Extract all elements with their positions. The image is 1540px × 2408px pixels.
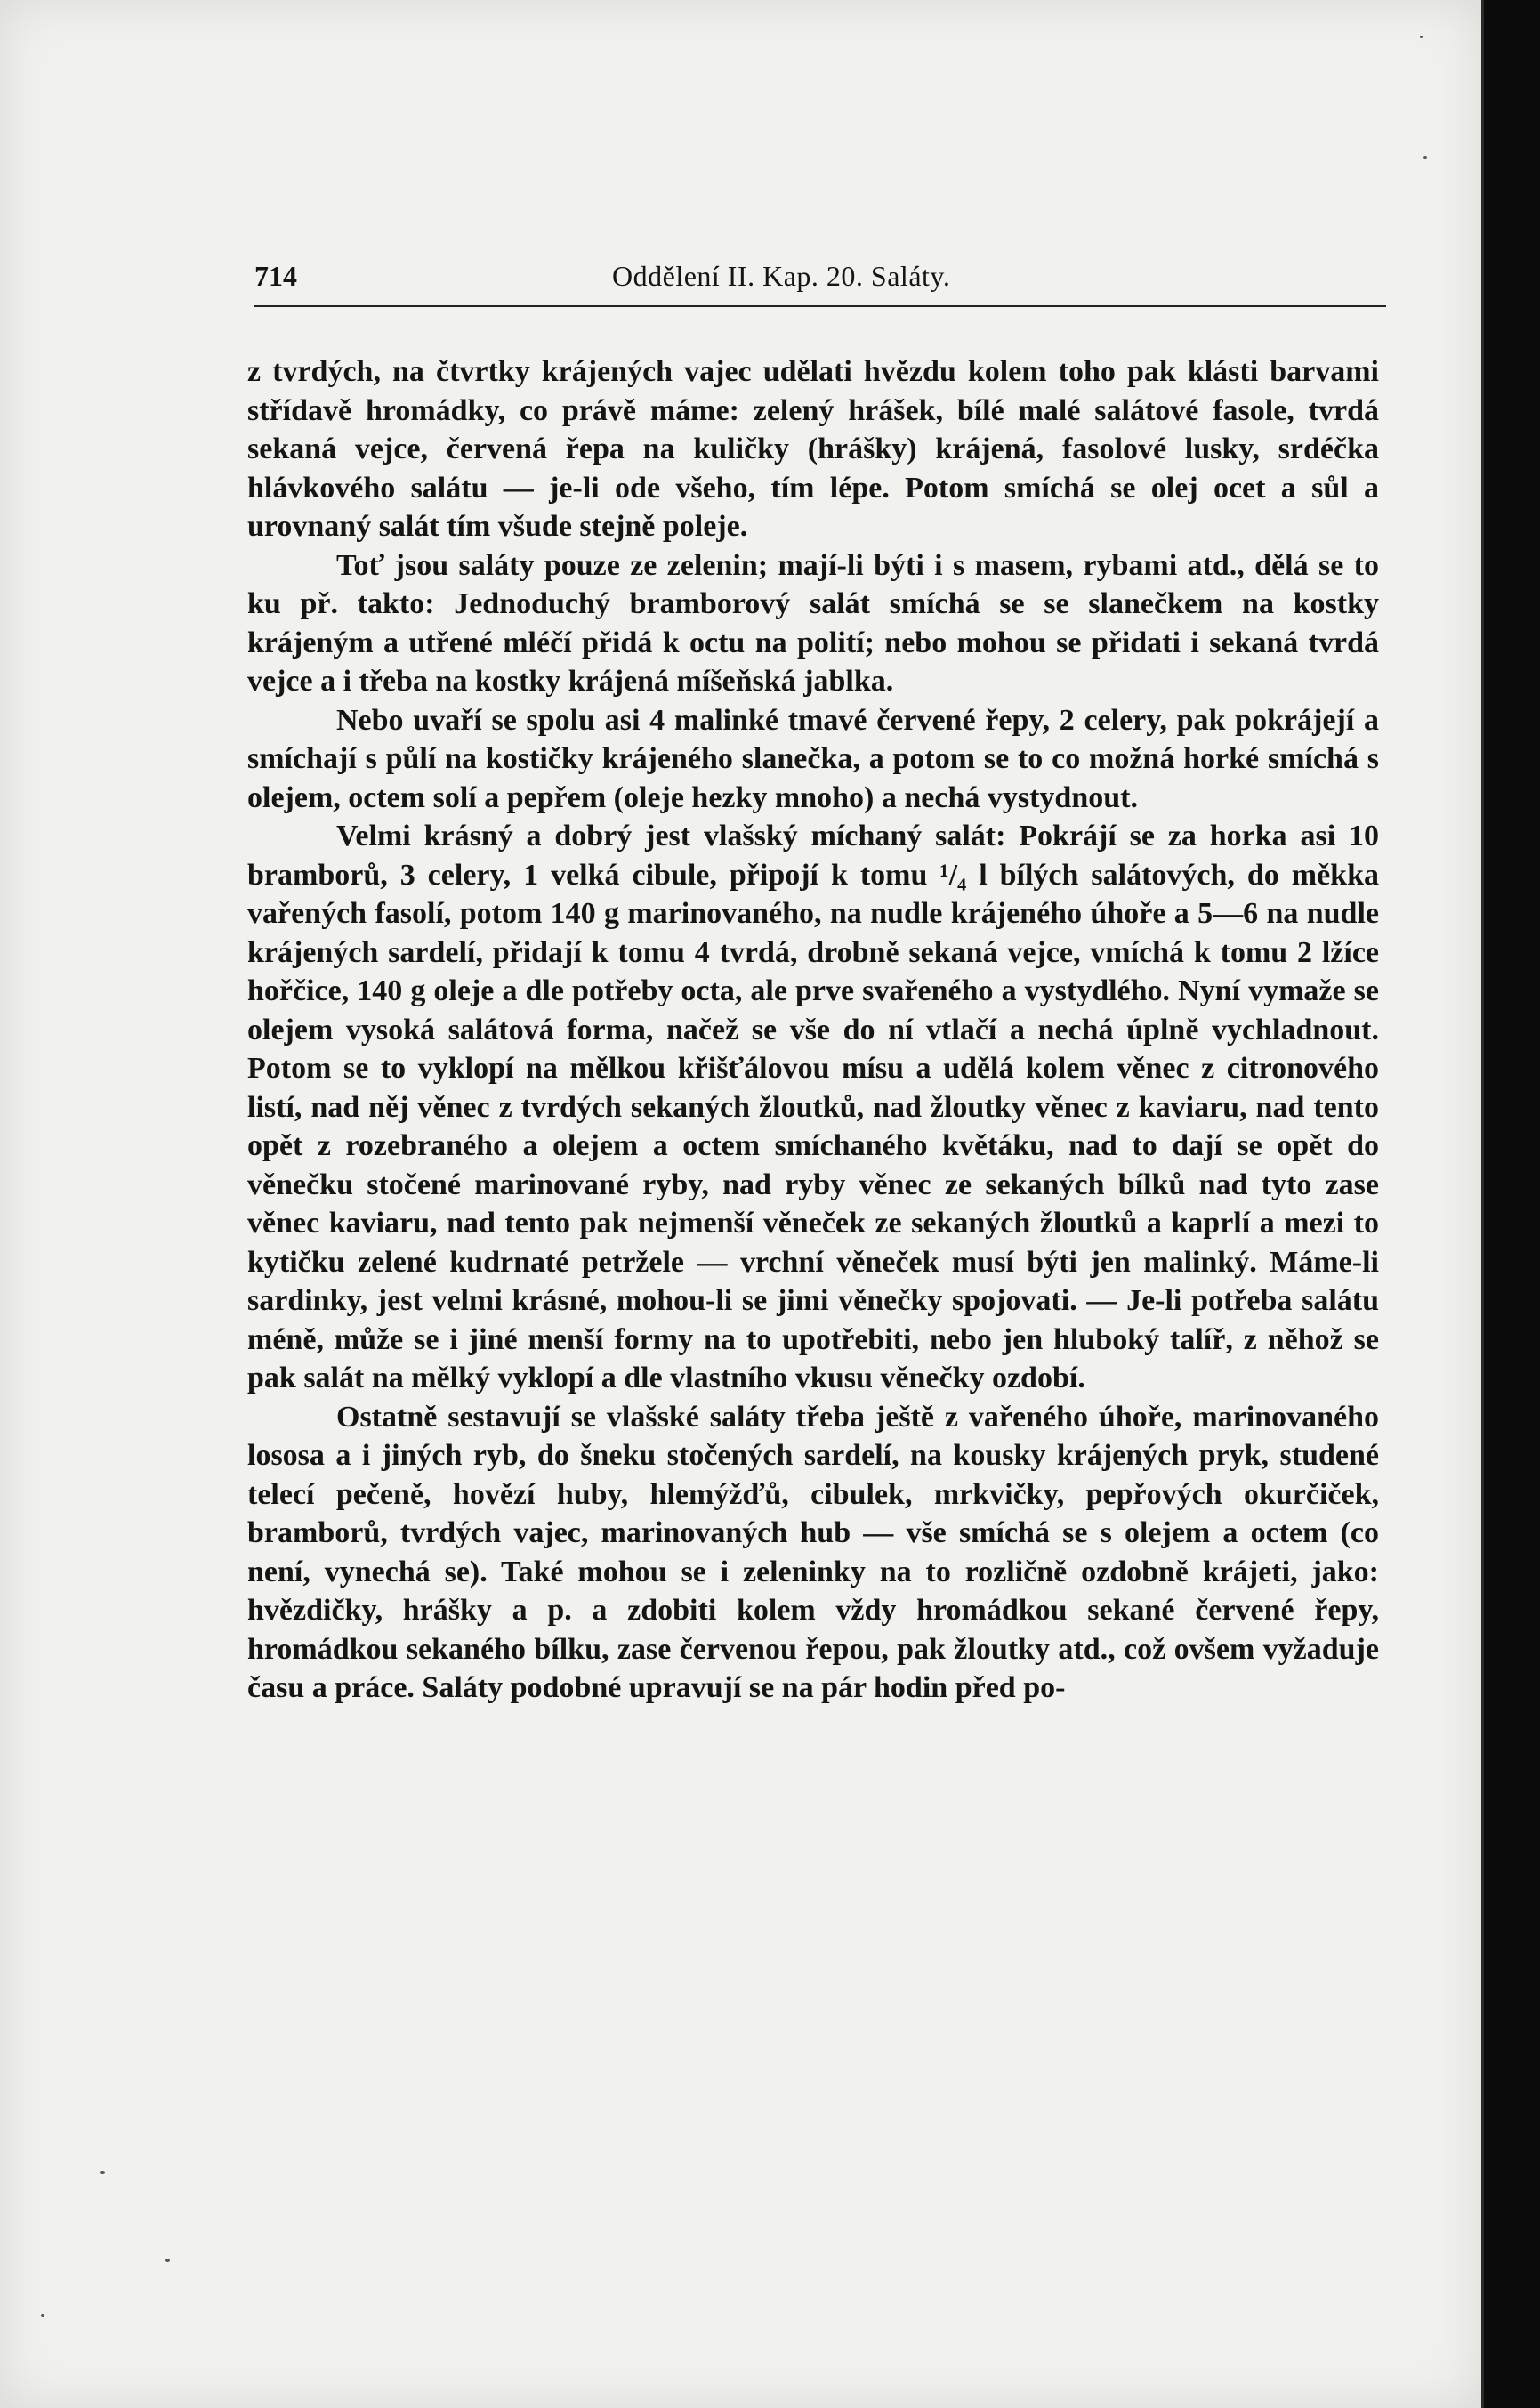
- print-speck: [100, 2171, 105, 2174]
- print-speck: [1423, 156, 1427, 159]
- paragraph: Nebo uvaří se spolu asi 4 malinké tmavé červené řepy, 2 celery, pak pokrájejí a smíchají s půlí na kostičky krájeného slanečka, a potom se to co možná horké smíchá s olejem, octem solí a pepřem (oleje hezky mnoho) a nechá vystydnout.: [247, 703, 1379, 814]
- header-rule: [254, 305, 1386, 307]
- paragraph: z tvrdých, na čtvrtky krájených vajec udělati hvězdu kolem toho pak klásti barvami střídavě hromádky, co právě máme: zelený hrášek, bílé malé salátové fasole, tvrdá sekaná vejce, červená řepa na kuličky (hrášky) krájená, fasolové lusky, srdéčka hlávkového salátu — je-li ode všeho, tím lépe. Potom smíchá se olej ocet a sůl a urovnaný salát tím všude stejně poleje.: [247, 355, 1379, 543]
- print-speck: [1420, 36, 1423, 38]
- running-header: [254, 260, 1386, 299]
- page-number: 714: [254, 260, 297, 292]
- paragraph: Velmi krásný a dobrý jest vlašský míchaný salát: Pokrájí se za horka asi 10 bramborů, 3 celery, 1 velká cibule, připojí k tomu ¹/₄ l bílých salátových, do měkka vařených fasolí, potom 140 g marinovaného, na nudle krájeného úhoře a 5—6 na nudle krájených sardelí, přidají k tomu 4 tvrdá, drobně sekaná vejce, vmíchá k tomu 2 lžíce hořčice, 140 g oleje a dle potřeby octa, ale prve svařeného a vystydlého. Nyní vymaže se olejem vysoká salátová forma, načež se vše do ní vtlačí a nechá úplně vychladnout. Potom se to vyklopí na mělkou křišťálovou mísu a udělá kolem věnec z citronového listí, nad něj věnec z tvrdých sekaných žloutků, nad žloutky věnec z kaviaru, nad tento opět z rozebraného a olejem a octem smíchaného květáku, nad to dají se opět do věnečku stočené marinované ryby, nad ryby věnec ze sekaných bílků nad tyto zase věnec kaviaru, nad tento pak nejmenší věneček ze sekaných žloutků a kaprlí a mezi to kytičku zelené kudrnaté petržele — vrchní věneček musí býti jen malinký. Máme-li sardinky, jest velmi krásné, mohou-li se jimi věnečky spojovati. — Je-li potřeba salátu méně, může se i jiné menší formy na to upotřebiti, nebo jen hluboký talíř, z něhož se pak salát na mělký vyklopí a dle vlastního vkusu věnečky ozdobí.: [247, 820, 1379, 1394]
- print-speck: [165, 2259, 170, 2262]
- print-speck: [41, 2314, 44, 2317]
- paragraph: Toť jsou saláty pouze ze zelenin; mají-li býti i s masem, rybami atd., dělá se to ku př. takto: Jednoduchý bramborový salát smíchá se se slanečkem na kostky krájeným a utřené mléčí přidá k octu na polití; nebo mohou se přidati i sekaná tvrdá vejce a i třeba na kostky krájená míšeňská jablka.: [247, 548, 1379, 698]
- page-body: [247, 352, 1379, 1708]
- running-title: Oddělení II. Kap. 20. Saláty.: [612, 260, 951, 292]
- paragraph: Ostatně sestavují se vlašské saláty třeba ještě z vařeného úhoře, marinovaného lososa a i jiných ryb, do šneku stočených sardelí, na kousky krájených pryk, studené telecí pečeně, hovězí huby, hlemýžďů, cibulek, mrkvičky, pepřových okurčiček, bramborů, tvrdých vajec, marinovaných hub — vše smíchá se s olejem a octem (co není, vynechá se). Také mohou se i zeleninky na to rozličně ozdobně krájeti, jako: hvězdičky, hrášky a p. a zdobiti kolem vždy hromádkou sekané červené řepy, hromádkou sekaného bílku, zase červenou řepou, pak žloutky atd., což ovšem vyžaduje času a práce. Saláty podobné upravují se na pár hodin před po-: [247, 1400, 1379, 1704]
